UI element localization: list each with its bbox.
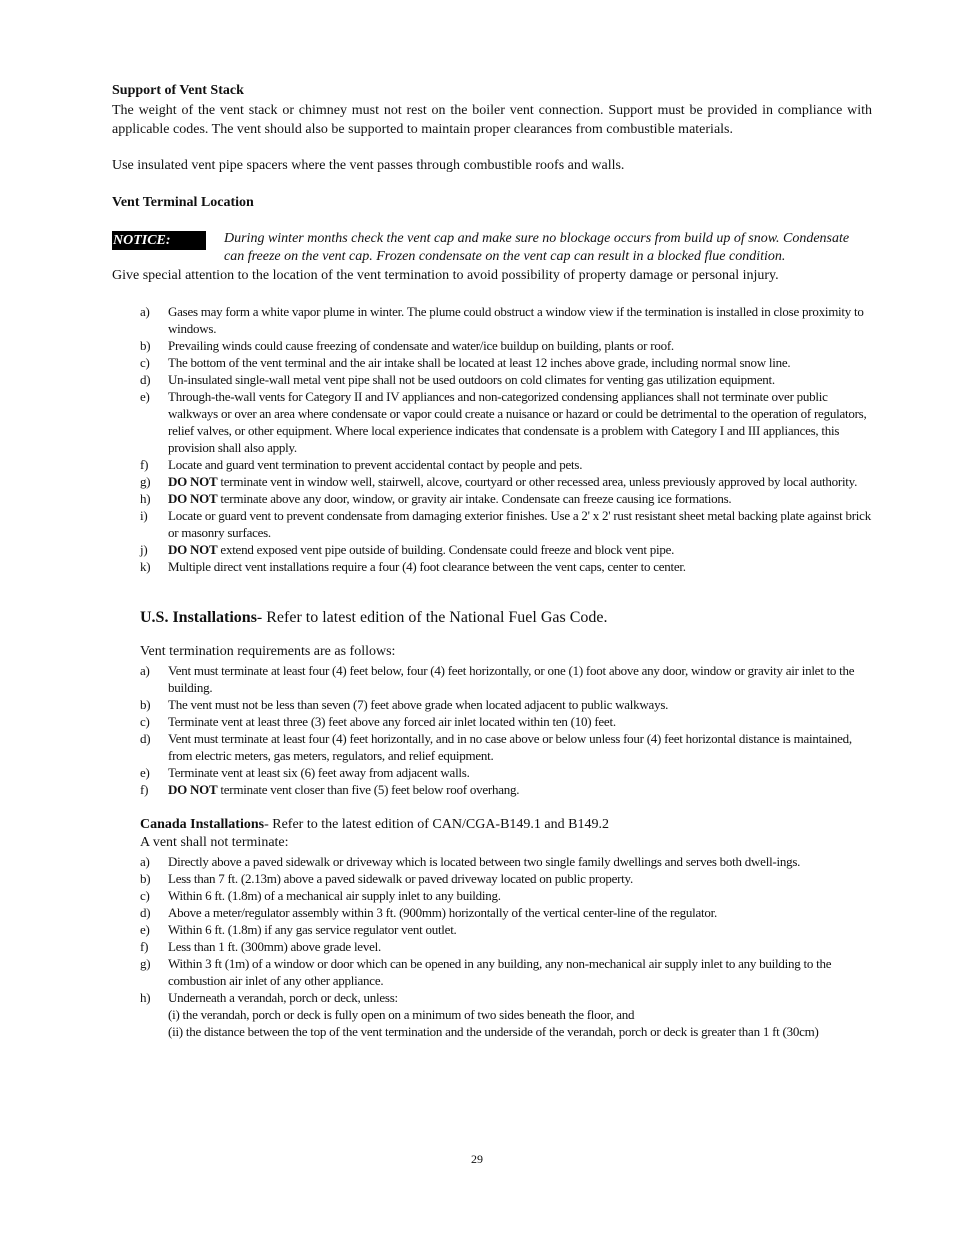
notice-box — [112, 230, 872, 267]
page-number: 29 — [471, 1152, 483, 1166]
list-item-text: The bottom of the vent terminal and the air intake shall be located at least 12 inches above grade, including normal snow line. — [168, 355, 791, 370]
list-item-label: a) — [140, 304, 150, 319]
list-item-text: Un-insulated single-wall metal vent pipe shall not be used outdoors on cold climates for venting gas utilization equipment. — [168, 372, 775, 387]
list-item — [112, 887, 872, 904]
list-item-text: Locate and guard vent termination to prevent accidental contact by people and pets. — [168, 457, 583, 472]
us-list — [112, 662, 872, 798]
list-item-text: terminate vent in window well, stairwell, alcove, courtyard or other recessed area, unless previously approved by local authority. — [217, 474, 858, 489]
list-item-label: c) — [140, 887, 150, 903]
list-item-label: c) — [140, 713, 150, 729]
us-title: U.S. Installations — [140, 609, 257, 626]
canada-title-rest: - Refer to the latest edition of CAN/CGA-B149.1 and B149.2 — [264, 816, 609, 832]
list-item-text: Less than 7 ft. (2.13m) above a paved sidewalk or paved driveway located on public property. — [168, 870, 633, 886]
list-item-label: g) — [140, 474, 151, 489]
list-item-text: Vent must terminate at least four (4) feet horizontally, and in no case above or below unless four (4) feet horizontal distance is maintained, from electric meters, gas meters, regulators, and relief equipment. — [168, 730, 852, 763]
list-item — [112, 371, 872, 388]
list-item-label: j) — [140, 542, 148, 557]
list-item — [112, 473, 872, 490]
list-item-emphasis: DO NOT — [168, 491, 218, 506]
list-item — [112, 696, 872, 713]
list-item-label: d) — [140, 904, 151, 920]
canada-list — [112, 853, 872, 1006]
us-title-line — [140, 609, 872, 627]
list-item-text: Locate or guard vent to prevent condensate from damaging exterior finishes. Use a 2' x 2' rust resistant sheet metal backing plate against brick or masonry surfaces. — [168, 508, 871, 540]
list-item — [112, 303, 872, 337]
list-item-text: Less than 1 ft. (300mm) above grade level. — [168, 938, 381, 954]
list-item-text: Through-the-wall vents for Category II and IV appliances and non-categorized condensing appliances shall not terminate over public walkways or over an area where condensate or vapor could create a nuisance or hazard or could be detrimental to the operation of regulators, relief valves, or other equipment. Where local experience indicates that condensate is a problem with Category I and III appliances, this provision shall also apply. — [168, 389, 867, 455]
list-item-label: b) — [140, 696, 151, 712]
list-item-text: Above a meter/regulator assembly within 3 ft. (900mm) horizontally of the vertical center-line of the regulator. — [168, 904, 717, 920]
list-item-text: Within 3 ft (1m) of a window or door which can be opened in any building, any non-mechanical air supply inlet to any building to the combustion air inlet of any other appliance. — [168, 955, 832, 988]
list-item-label: b) — [140, 338, 151, 353]
us-title-rest: - Refer to latest edition of the National Fuel Gas Code. — [256, 609, 608, 626]
sub-list-item: (i) the verandah, porch or deck is fully open on a minimum of two sides beneath the floor, and — [168, 1006, 635, 1022]
terminal-heading: Vent Terminal Location — [112, 194, 254, 210]
list-item-label: f) — [140, 781, 149, 797]
list-item — [112, 713, 872, 730]
list-item — [112, 730, 872, 764]
list-item-text: Directly above a paved sidewalk or driveway which is located between two single family dwellings and serves both dwell-ings. — [168, 853, 801, 869]
list-item — [112, 904, 872, 921]
list-item — [112, 989, 872, 1006]
support-paragraph-1: The weight of the vent stack or chimney must not rest on the boiler vent connection. Support must be provided in compliance with applicable codes. The vent should also be supported to maintain proper clearances from combustible materials. — [112, 103, 872, 137]
list-item — [112, 507, 872, 541]
list-item-label: g) — [140, 955, 151, 971]
list-item-text: Within 6 ft. (1.8m) of a mechanical air supply inlet to any building. — [168, 887, 501, 903]
list-item-text: terminate vent closer than five (5) feet below roof overhang. — [217, 781, 520, 797]
list-item-label: e) — [140, 389, 150, 404]
list-item-text: Vent must terminate at least four (4) feet below, four (4) feet horizontally, or one (1) foot above any door, window or gravity air inlet to the building. — [168, 662, 855, 695]
list-item-text: Terminate vent at least six (6) feet away from adjacent walls. — [168, 764, 470, 780]
list-item-emphasis: DO NOT — [168, 474, 218, 489]
us-installations-section — [140, 609, 872, 662]
list-item — [112, 938, 872, 955]
us-sub: Vent termination requirements are as follows: — [140, 644, 396, 659]
canada-installations-section — [140, 816, 872, 853]
document-page — [112, 82, 872, 1040]
terminal-intro: Give special attention to the location of the vent termination to avoid possibility of property damage or personal injury. — [112, 267, 779, 283]
list-item-label: b) — [140, 870, 151, 886]
list-item-text: Within 6 ft. (1.8m) if any gas service regulator vent outlet. — [168, 921, 457, 937]
list-item — [112, 870, 872, 887]
list-item-label: a) — [140, 853, 150, 869]
list-item-label: h) — [140, 491, 151, 506]
sub-list-item: (ii) the distance between the top of the vent termination and the underside of the verandah, porch or deck is greater than 1 ft (30cm) — [168, 1023, 819, 1039]
support-heading: Support of Vent Stack — [112, 83, 244, 98]
notice-text: During winter months check the vent cap and make sure no blockage occurs from build up of snow. Condensate can freeze on the vent cap. Frozen condensate on the vent cap can result in a blocked flue condition. — [224, 230, 850, 264]
canada-sub-list — [112, 1006, 872, 1040]
list-item — [112, 853, 872, 870]
list-item-label: d) — [140, 730, 151, 746]
list-item — [112, 781, 872, 798]
list-item-text: terminate above any door, window, or gravity air intake. Condensate can freeze causing ice formations. — [217, 491, 732, 506]
list-item-label: k) — [140, 559, 151, 574]
list-item-text: Terminate vent at least three (3) feet above any forced air inlet located within ten (10) feet. — [168, 713, 616, 729]
list-item-text: extend exposed vent pipe outside of building. Condensate could freeze and block vent pipe. — [217, 542, 675, 557]
list-item-text: The vent must not be less than seven (7) feet above grade when located adjacent to public walkways. — [168, 696, 669, 712]
canada-title-line — [140, 816, 872, 835]
list-item — [112, 354, 872, 371]
list-item-text: Gases may form a white vapor plume in winter. The plume could obstruct a window view if the termination is installed in close proximity to windows. — [168, 304, 864, 336]
list-item-label: f) — [140, 457, 149, 472]
list-item-label: h) — [140, 989, 151, 1005]
list-item-text: Prevailing winds could cause freezing of condensate and water/ice buildup on building, plants or roof. — [168, 338, 674, 353]
list-item-label: c) — [140, 355, 150, 370]
list-item — [112, 456, 872, 473]
list-item-emphasis: DO NOT — [168, 781, 218, 797]
list-item — [112, 541, 872, 558]
canada-title: Canada Installations — [140, 816, 265, 832]
list-item — [112, 388, 872, 456]
list-item — [112, 558, 872, 575]
list-item-label: e) — [140, 764, 150, 780]
list-item-label: a) — [140, 662, 150, 678]
list-item — [112, 490, 872, 507]
list-item — [112, 337, 872, 354]
list-item — [112, 921, 872, 938]
list-item-label: e) — [140, 921, 150, 937]
list-item — [112, 764, 872, 781]
list-item-text: Underneath a verandah, porch or deck, unless: — [168, 989, 398, 1005]
list-item-emphasis: DO NOT — [168, 542, 218, 557]
terminal-list — [112, 303, 872, 575]
list-item — [112, 662, 872, 696]
support-paragraph-2: Use insulated vent pipe spacers where the vent passes through combustible roofs and walls. — [112, 158, 625, 173]
list-item — [112, 955, 872, 989]
list-item-label: d) — [140, 372, 151, 387]
list-item-label: i) — [140, 508, 148, 523]
list-item-label: f) — [140, 938, 149, 954]
notice-label: NOTICE: — [112, 231, 206, 250]
canada-sub: A vent shall not terminate: — [140, 835, 289, 850]
list-item-text: Multiple direct vent installations require a four (4) foot clearance between the vent caps, center to center. — [168, 559, 686, 574]
